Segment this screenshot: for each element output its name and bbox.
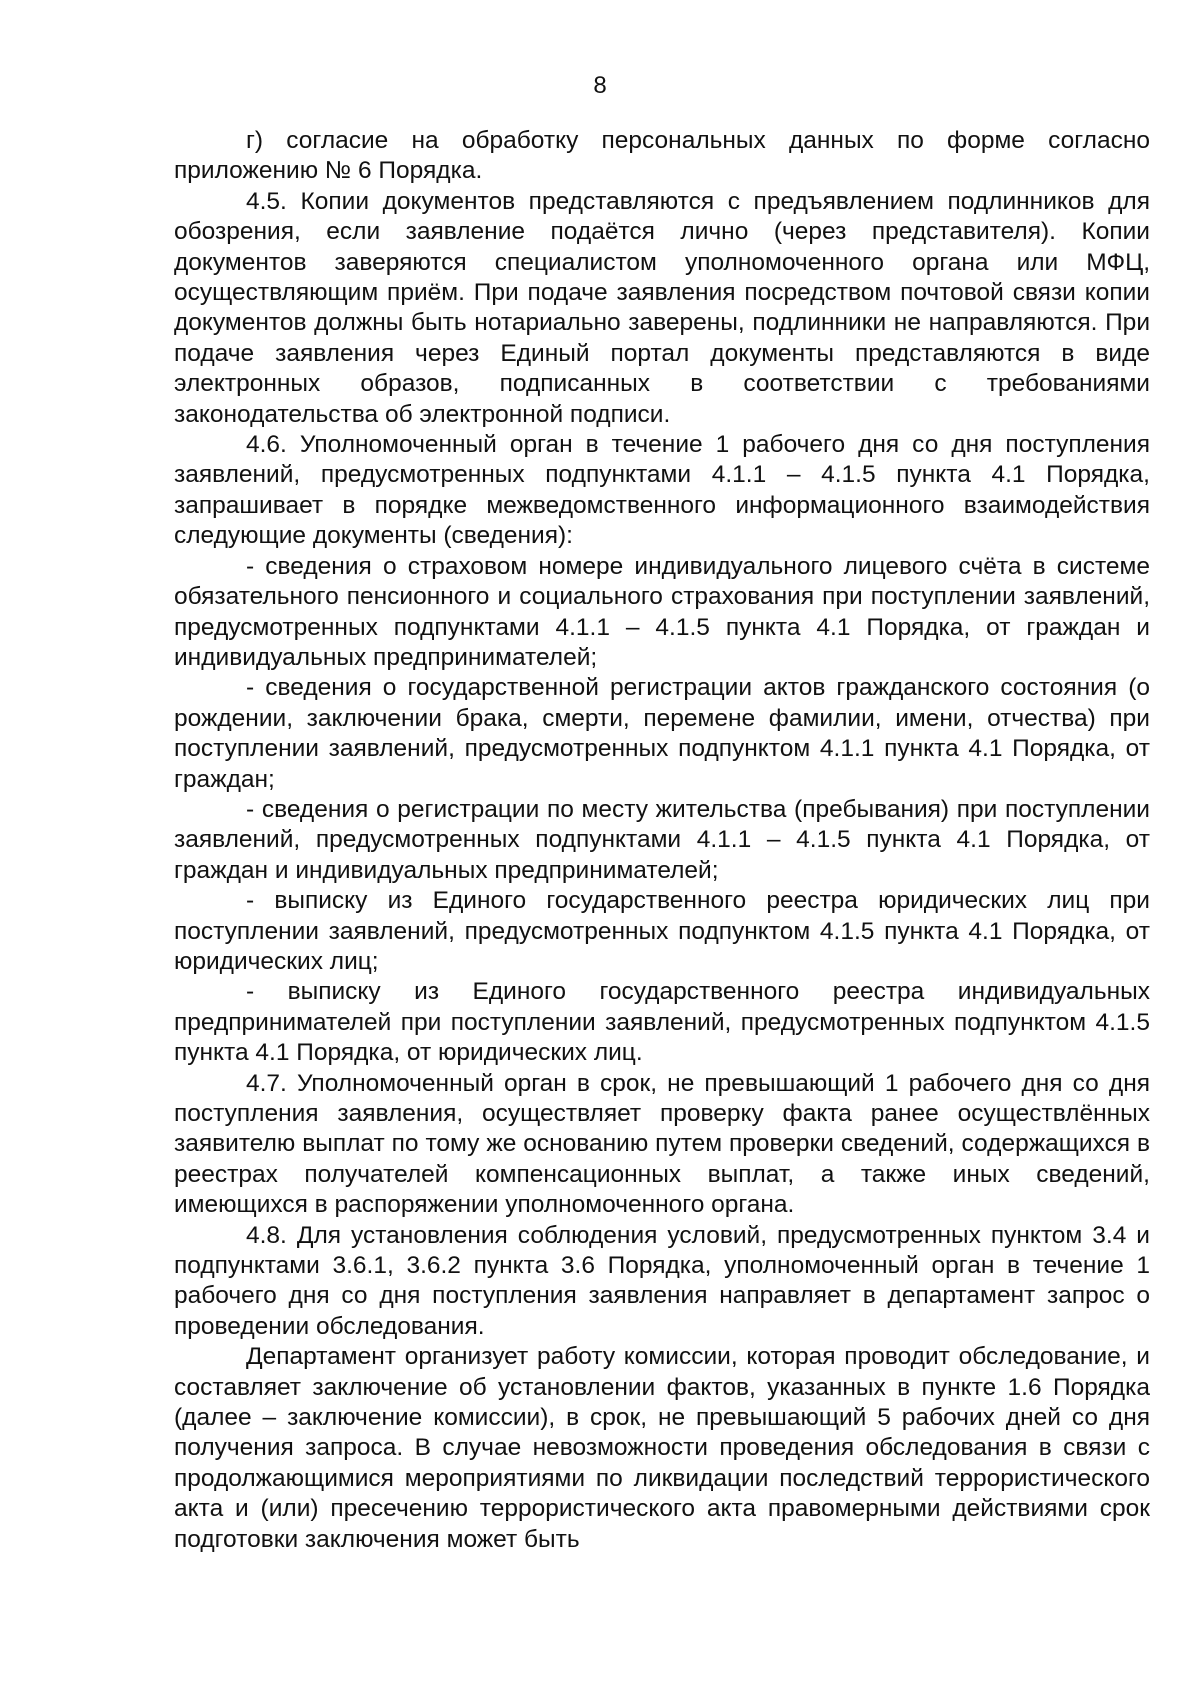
paragraph-4-7: 4.7. Уполномоченный орган в срок, не превышающий 1 рабочего дня со дня поступления заявления, осуществляет проверку факта ранее осуществлённых заявителю выплат по тому же основанию путем проверки сведений, содержащихся в реестрах получателей компенсационных выплат, а также иных сведений, имеющихся в распоряжении уполномоченного органа. bbox=[174, 1069, 1150, 1219]
paragraph-consent-item: г) согласие на обработку персональных данных по форме согласно приложению № 6 Порядка. bbox=[174, 127, 1150, 185]
list-item-insurance-number: - сведения о страховом номере индивидуального лицевого счёта в системе обязательного пенсионного и социального страхования при поступлении заявлений, предусмотренных подпунктами 4.1.1 – 4.1.5 пункта 4.1 Порядка, от граждан и индивидуальных предпринимателей; bbox=[174, 552, 1150, 671]
paragraph-department-commission: Департамент организует работу комиссии, которая проводит обследование, и составляет заключение об установлении фактов, указанных в пункте 1.6 Порядка (далее – заключение комиссии), в срок, не превышающий 5 рабочих дней со дня получения запроса. В случае невозможности проведения обследования в связи с продолжающимися мероприятиями по ликвидации последствий террористического акта и (или) пресечению террористического акта правомерными действиями срок подготовки заключения может быть bbox=[174, 1343, 1150, 1553]
list-item-entrepreneurs-register: - выписку из Единого государственного реестра индивидуальных предпринимателей при поступлении заявлений, предусмотренных подпунктом 4.1.5 пункта 4.1 Порядка, от юридических лиц. bbox=[174, 978, 1150, 1067]
list-item-legal-entities-register: - выписку из Единого государственного реестра юридических лиц при поступлении заявлений, предусмотренных подпунктом 4.1.5 пункта 4.1 Порядка, от юридических лиц; bbox=[174, 887, 1150, 975]
paragraph-4-8: 4.8. Для установления соблюдения условий, предусмотренных пунктом 3.4 и подпунктами 3.6.1, 3.6.2 пункта 3.6 Порядка, уполномоченный орган в течение 1 рабочего дня со дня поступления заявления направляет в департамент запрос о проведении обследования. bbox=[174, 1221, 1150, 1340]
document-body bbox=[174, 126, 1150, 1555]
page-number: 8 bbox=[593, 72, 607, 99]
list-item-civil-status-records: - сведения о государственной регистрации актов гражданского состояния (о рождении, заключении брака, смерти, перемене фамилии, имени, отчества) при поступлении заявлений, предусмотренных подпунктом 4.1.1 пункта 4.1 Порядка, от граждан; bbox=[174, 674, 1150, 793]
paragraph-4-6: 4.6. Уполномоченный орган в течение 1 рабочего дня со дня поступления заявлений, предусмотренных подпунктами 4.1.1 – 4.1.5 пункта 4.1 Порядка, запрашивает в порядке межведомственного информационного взаимодействия следующие документы (сведения): bbox=[174, 431, 1150, 550]
list-item-residence-registration: - сведения о регистрации по месту жительства (пребывания) при поступлении заявлений, предусмотренных подпунктами 4.1.1 – 4.1.5 пункта 4.1 Порядка, от граждан и индивидуальных предпринимателей; bbox=[174, 795, 1150, 884]
paragraph-4-5: 4.5. Копии документов представляются с предъявлением подлинников для обозрения, если заявление подаётся лично (через представителя). Копии документов заверяются специалистом уполномоченного органа или МФЦ, осуществляющим приём. При подаче заявления посредством почтовой связи копии документов должны быть нотариально заверены, подлинники не направляются. При подаче заявления через Единый портал документы представляются в виде электронных образов, подписанных в соответствии с требованиями законодательства об электронной подписи. bbox=[174, 187, 1150, 428]
